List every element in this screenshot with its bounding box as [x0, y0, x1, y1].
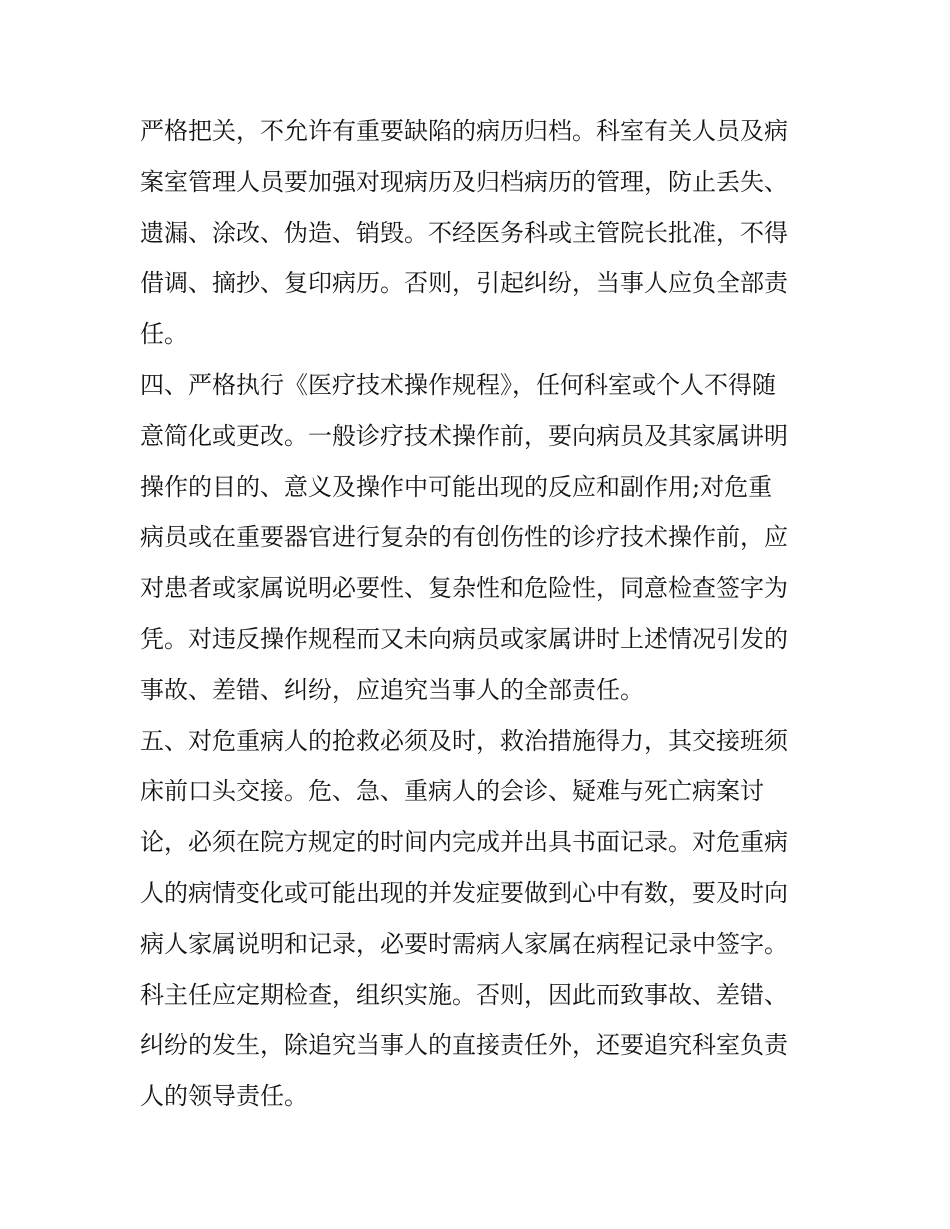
text-line: 意简化或更改。一般诊疗技术操作前，要向病员及其家属讲明	[140, 421, 788, 450]
text-line: 严格把关，不允许有重要缺陷的病历归档。科室有关人员及病	[140, 117, 788, 145]
text-line: 床前口头交接。危、急、重病人的会诊、疑难与死亡病案讨	[140, 777, 764, 806]
text-line: 四、严格执行《医疗技术操作规程》，任何科室或个人不得随	[140, 370, 776, 399]
text-line: 操作的目的、意义及操作中可能出现的反应和副作用;对危重	[140, 472, 773, 501]
text-line: 病员或在重要器官进行复杂的有创伤性的诊疗技术操作前，应	[140, 523, 788, 552]
text-line: 病人家属说明和记录，必要时需病人家属在病程记录中签字。	[140, 929, 788, 958]
text-line: 论，必须在院方规定的时间内完成并出具书面记录。对危重病	[140, 828, 788, 857]
text-line: 事故、差错、纠纷，应追究当事人的全部责任。	[140, 675, 644, 704]
text-line: 遗漏、涂改、伪造、销毁。不经医务科或主管院长批准，不得	[140, 218, 788, 247]
text-line: 借调、摘抄、复印病历。否则，引起纠纷，当事人应负全部责	[140, 269, 788, 298]
text-line: 对患者或家属说明必要性、复杂性和危险性，同意检查签字为	[140, 574, 788, 603]
text-line: 人的病情变化或可能出现的并发症要做到心中有数，要及时向	[140, 878, 788, 907]
text-line: 五、对危重病人的抢救必须及时，救治措施得力，其交接班须	[140, 726, 788, 755]
body-text	[140, 106, 820, 1122]
text-line: 人的领导责任。	[140, 1082, 308, 1111]
text-line: 纠纷的发生，除追究当事人的直接责任外，还要追究科室负责	[140, 1031, 788, 1060]
text-line: 任。	[140, 320, 188, 349]
text-line: 科主任应定期检查，组织实施。否则，因此而致事故、差错、	[140, 980, 788, 1009]
text-line: 凭。对违反操作规程而又未向病员或家属讲时上述情况引发的	[140, 624, 788, 653]
text-line: 案室管理人员要加强对现病历及归档病历的管理，防止丢失、	[140, 167, 788, 196]
